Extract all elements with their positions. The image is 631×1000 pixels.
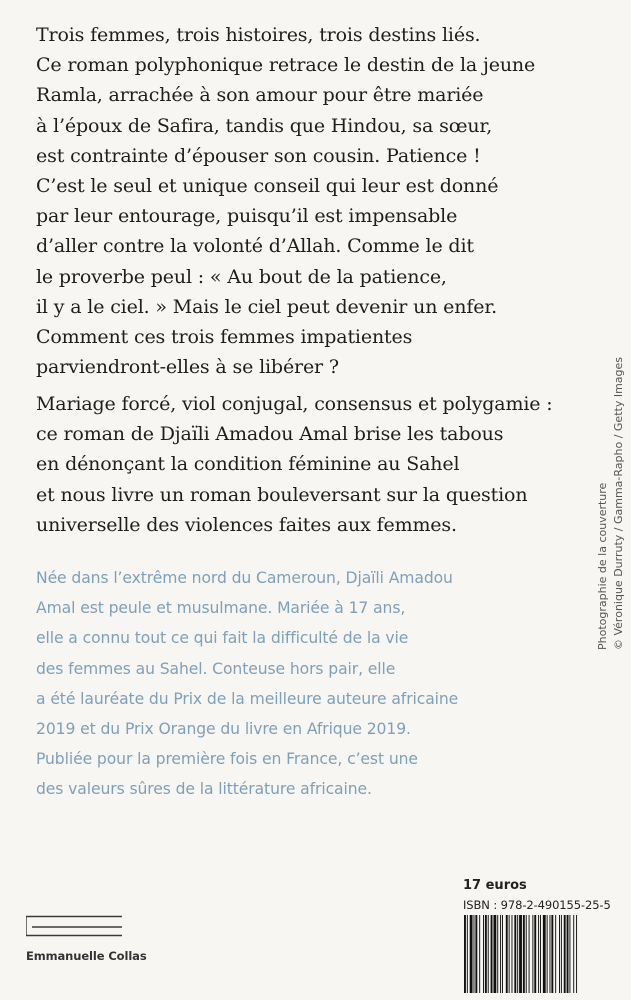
theme-paragraph [36,389,553,540]
synopsis-line: il y a le ciel. » Mais le ciel peut devenir un enfer. [36,295,498,318]
bio-line: Amal est peule et musulmane. Mariée à 17 ans, [36,599,406,618]
price-label: 17 euros [463,878,527,893]
theme-line: ce roman de Djaïli Amadou Amal brise les tabous [36,423,504,446]
theme-line: universelle des violences faites aux femmes. [36,513,457,536]
bio-line: des valeurs sûres de la littérature africaine. [36,780,372,799]
theme-line: et nous livre un roman bouleversant sur la question [36,483,528,506]
publisher-name: Emmanuelle Collas [26,949,147,963]
synopsis-line: C’est le seul et unique conseil qui leur est donné [36,175,499,198]
synopsis-line: d’aller contre la volonté d’Allah. Comme le dit [36,235,474,258]
synopsis-line: parviendront-elles à se libérer ? [36,356,339,379]
synopsis-line: Ramla, arrachée à son amour pour être mariée [36,84,484,107]
bio-line: des femmes au Sahel. Conteuse hors pair, elle [36,659,396,678]
synopsis-line: le proverbe peul : « Au bout de la patience, [36,265,447,288]
synopsis-line: par leur entourage, puisqu’il est impensable [36,205,458,228]
theme-line: en dénonçant la condition féminine au Sahel [36,453,460,476]
synopsis-line: Trois femmes, trois histoires, trois destins liés. [36,24,481,46]
photo-credit-line: © Véronique Durruty / Gamma-Rapho / Getty Images [612,356,625,650]
bio-line: elle a connu tout ce qui fait la difficulté de la vie [36,629,409,648]
synopsis-paragraph [36,20,535,382]
synopsis-line: Ce roman polyphonique retrace le destin de la jeune [36,54,536,77]
publisher-logo-icon [26,915,122,937]
isbn-label: ISBN : 978-2-490155-25-5 [463,898,611,912]
bio-line: Publiée pour la première fois en France, c’est une [36,750,418,769]
synopsis-line: Comment ces trois femmes impatientes [36,326,413,349]
synopsis-line: est contrainte d’épouser son cousin. Patience ! [36,144,481,167]
theme-line: Mariage forcé, viol conjugal, consensus et polygamie : [36,393,553,415]
author-bio [36,563,458,805]
bio-line: 2019 et du Prix Orange du livre en Afrique 2019. [36,720,411,739]
bio-line: Née dans l’extrême nord du Cameroun, Djaïli Amadou [36,569,453,587]
barcode-icon [463,915,618,993]
photo-credit-line: Photographie de la couverture [596,482,609,650]
bio-line: a été lauréate du Prix de la meilleure auteure africaine [36,689,459,708]
synopsis-line: à l’époux de Safira, tandis que Hindou, sa sœur, [36,114,493,137]
